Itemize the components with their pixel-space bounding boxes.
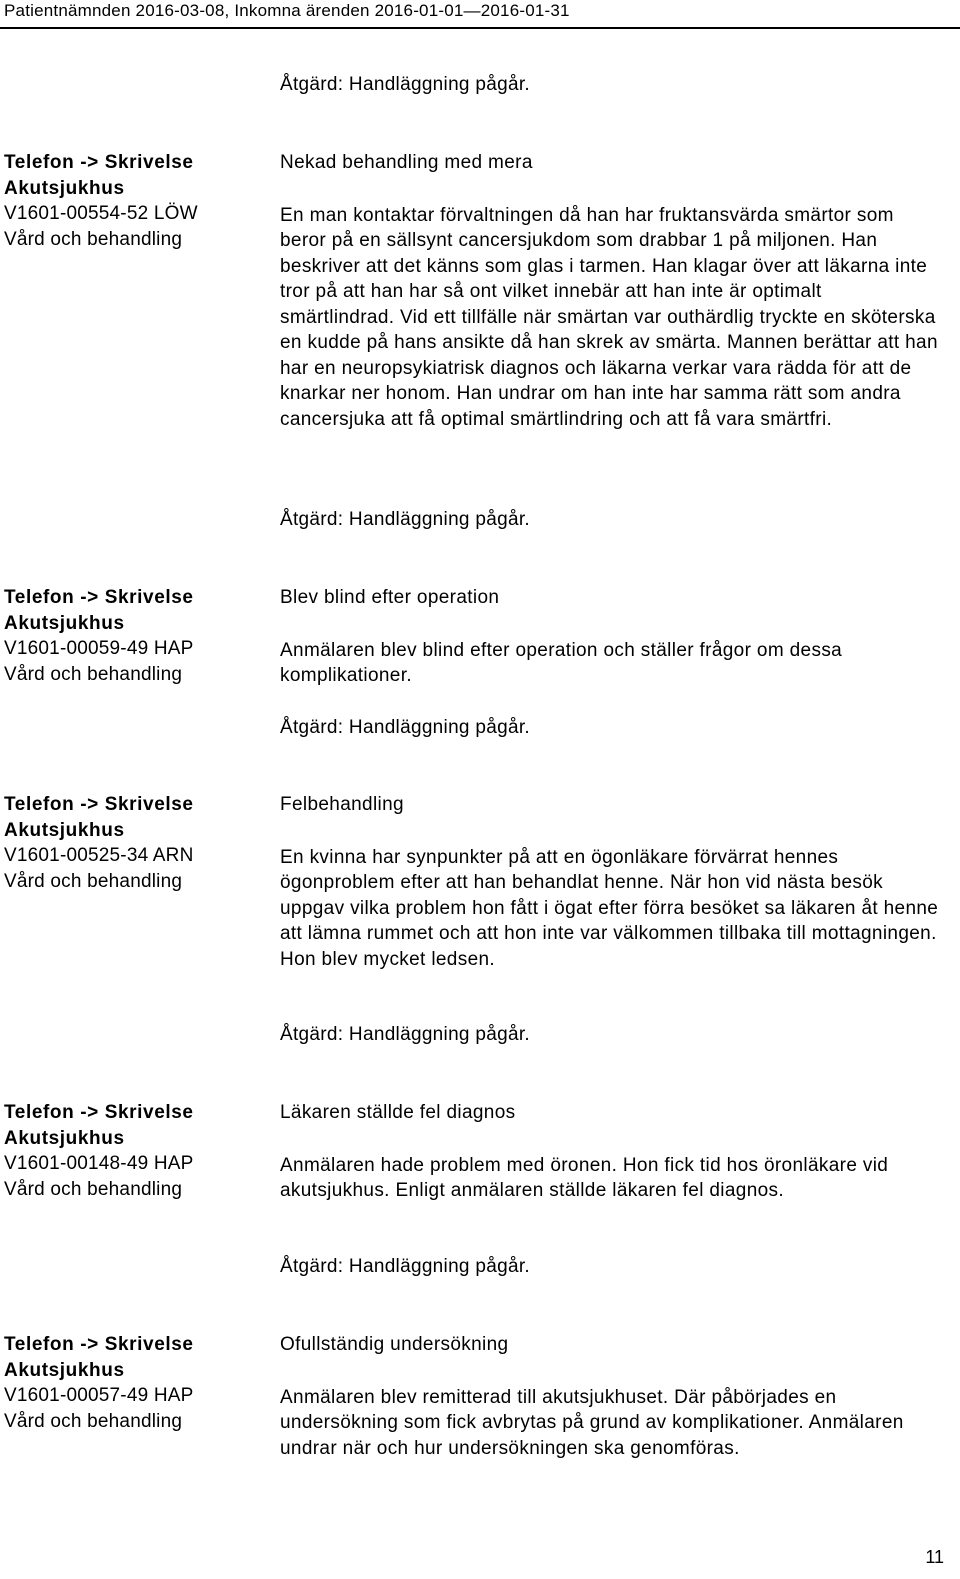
case-action-status: Åtgärd: Handläggning pågår.	[280, 74, 531, 95]
case-title: Blev blind efter operation	[280, 587, 500, 608]
case-title: Läkaren ställde fel diagnos	[280, 1102, 516, 1123]
case-description: En kvinna har synpunkter på att en ögonläkare förvärrat hennes ögonproblem efter att han behandlat henne. När hon vid nästa besök uppgav vilka problem hon fått i ögat efter förra besöket sa läkaren åt henne att lämna rummet och att hon inte var välkommen tillbaka till mottagningen. Hon blev mycket ledsen.	[280, 846, 939, 970]
case-unit: Akutsjukhus	[4, 1359, 125, 1381]
case-id: V1601-00059-49 HAP	[4, 638, 194, 659]
case-meta	[4, 1332, 274, 1434]
case-category: Vård och behandling	[4, 228, 183, 250]
case-body	[280, 585, 940, 689]
case-description: Anmälaren hade problem med öronen. Hon fick tid hos öronläkare vid akutsjukhus. Enligt anmälaren ställde läkaren fel diagnos.	[280, 1154, 889, 1201]
case-body	[280, 1332, 940, 1461]
case-channel: Telefon -> Skrivelse	[4, 1102, 194, 1123]
case-id: V1601-00554-52 LÖW	[4, 203, 198, 224]
page-header: Patientnämnden 2016-03-08, Inkomna ärenden 2016-01-01—2016-01-31	[4, 1, 570, 20]
case-title: Nekad behandling med mera	[280, 152, 533, 173]
case-meta	[4, 1100, 274, 1202]
case-description: En man kontaktar förvaltningen då han har fruktansvärda smärtor som beror på en sällsynt cancersjukdom som drabbar 1 på miljonen. Han beskriver att det känns som glas i tarmen. Han klagar över att läkarna inte tror på att han har så ont vilket innebär att han inte är optimalt smärtlindrad. Vid ett tillfälle när smärtan var outhärdlig tryckte en sköterska en kudde på hans ansikte då han skrek av smärta. Mannen berättar att han har en neuropsykiatrisk diagnos och läkarna verkar vara rädda för att de knarkar ner honom. Han undrar om han inte har samma rätt som andra cancersjuka att få optimal smärtlindring och att få vara smärtfri.	[280, 204, 938, 430]
case-action-status: Åtgärd: Handläggning pågår.	[280, 1024, 531, 1045]
case-id: V1601-00525-34 ARN	[4, 845, 194, 866]
case-meta	[4, 150, 274, 252]
case-unit: Akutsjukhus	[4, 177, 125, 199]
case-meta	[4, 585, 274, 687]
case-unit: Akutsjukhus	[4, 612, 125, 634]
case-body	[280, 150, 940, 432]
case-category: Vård och behandling	[4, 1410, 183, 1432]
case-unit: Akutsjukhus	[4, 1127, 125, 1149]
case-meta	[4, 792, 274, 894]
header-divider	[0, 27, 960, 29]
case-channel: Telefon -> Skrivelse	[4, 152, 194, 173]
case-category: Vård och behandling	[4, 870, 183, 892]
case-category: Vård och behandling	[4, 1178, 183, 1200]
case-id: V1601-00057-49 HAP	[4, 1385, 194, 1406]
case-channel: Telefon -> Skrivelse	[4, 794, 194, 815]
case-id: V1601-00148-49 HAP	[4, 1153, 194, 1174]
case-title: Ofullständig undersökning	[280, 1334, 509, 1355]
case-body	[280, 1100, 940, 1204]
case-action-status: Åtgärd: Handläggning pågår.	[280, 717, 531, 738]
case-channel: Telefon -> Skrivelse	[4, 1334, 194, 1355]
case-action-status: Åtgärd: Handläggning pågår.	[280, 509, 531, 530]
case-unit: Akutsjukhus	[4, 819, 125, 841]
case-body	[280, 792, 940, 972]
case-category: Vård och behandling	[4, 663, 183, 685]
page-number: 11	[925, 1547, 944, 1567]
case-channel: Telefon -> Skrivelse	[4, 587, 194, 608]
case-action-status: Åtgärd: Handläggning pågår.	[280, 1256, 531, 1277]
case-description: Anmälaren blev blind efter operation och ställer frågor om dessa komplikationer.	[280, 639, 843, 686]
case-description: Anmälaren blev remitterad till akutsjukhuset. Där påbörjades en undersökning som fick avbrytas på grund av komplikationer. Anmälaren undrar när och hur undersökningen ska genomföras.	[280, 1386, 904, 1459]
case-title: Felbehandling	[280, 794, 404, 815]
